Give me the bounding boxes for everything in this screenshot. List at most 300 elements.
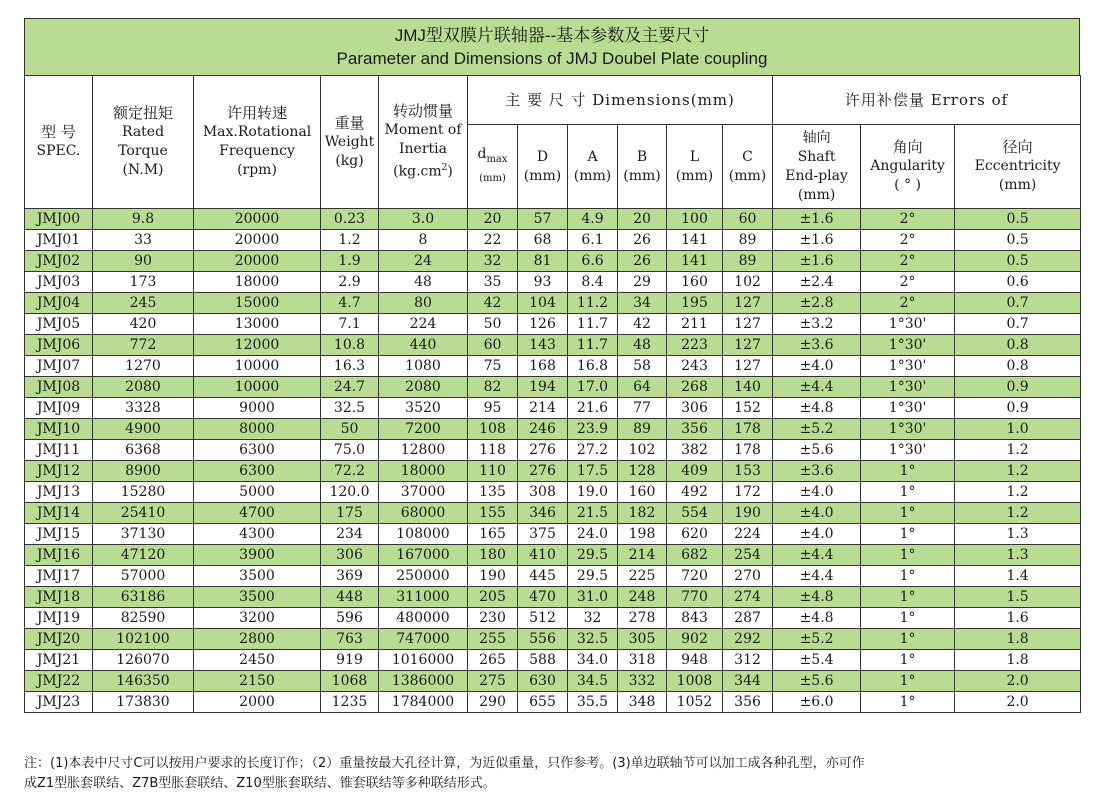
- table-cell: 1°: [861, 482, 955, 503]
- table-cell: 1°30': [861, 314, 955, 335]
- table-cell: ±3.6: [773, 335, 861, 356]
- table-cell: 155: [468, 503, 518, 524]
- table-cell: JMJ01: [25, 230, 93, 251]
- table-cell: ±4.8: [773, 587, 861, 608]
- table-cell: 127: [723, 314, 773, 335]
- table-cell: JMJ22: [25, 671, 93, 692]
- table-cell: 2450: [194, 650, 321, 671]
- table-cell: 470: [518, 587, 568, 608]
- table-cell: ±1.6: [773, 209, 861, 230]
- table-cell: 1°30': [861, 440, 955, 461]
- table-cell: ±2.8: [773, 293, 861, 314]
- table-row: [25, 377, 1081, 398]
- table-cell: 20: [468, 209, 518, 230]
- table-cell: 270: [723, 566, 773, 587]
- note-line: 成Z1型胀套联结、Z7B型胀套联结、Z10型胀套联结、锥套联结等多种联结形式。: [24, 776, 496, 791]
- table-cell: ±3.6: [773, 461, 861, 482]
- table-cell: 1°: [861, 650, 955, 671]
- header-errors: 许用补偿量 Errors of: [773, 76, 1081, 125]
- table-cell: 0.5: [955, 251, 1081, 272]
- table-row: [25, 503, 1081, 524]
- table-cell: 11.7: [568, 314, 618, 335]
- table-cell: 214: [518, 398, 568, 419]
- table-cell: 34.5: [568, 671, 618, 692]
- table-cell: 195: [667, 293, 723, 314]
- table-row: [25, 692, 1081, 713]
- table-cell: 3900: [194, 545, 321, 566]
- table-cell: 772: [93, 335, 194, 356]
- table-cell: 48: [618, 335, 667, 356]
- table-cell: JMJ18: [25, 587, 93, 608]
- table-cell: 1068: [321, 671, 379, 692]
- table-cell: 1°: [861, 503, 955, 524]
- table-cell: 211: [667, 314, 723, 335]
- table-cell: 33: [93, 230, 194, 251]
- table-cell: 2.0: [955, 671, 1081, 692]
- note-line: 注：(1)本表中尺寸C可以按用户要求的长度订作；（2）重量按最大孔径计算，为近似重量，只作参考。(3)单边联轴节可以加工成各种孔型，亦可作: [24, 756, 865, 771]
- table-cell: 127: [723, 335, 773, 356]
- table-cell: 445: [518, 566, 568, 587]
- table-cell: 10000: [194, 356, 321, 377]
- header-A: A (mm): [568, 125, 618, 209]
- table-cell: 1°: [861, 629, 955, 650]
- table-cell: 11.2: [568, 293, 618, 314]
- table-cell: 276: [518, 440, 568, 461]
- table-cell: 16.8: [568, 356, 618, 377]
- table-cell: JMJ05: [25, 314, 93, 335]
- table-cell: JMJ21: [25, 650, 93, 671]
- table-cell: 287: [723, 608, 773, 629]
- table-cell: 234: [321, 524, 379, 545]
- title-banner: [24, 18, 1080, 75]
- table-cell: 8900: [93, 461, 194, 482]
- header-torque: 额定扭矩 Rated Torque (N.M): [93, 76, 194, 209]
- table-cell: 42: [618, 314, 667, 335]
- table-cell: 127: [723, 293, 773, 314]
- table-cell: 346: [518, 503, 568, 524]
- table-cell: 18000: [194, 272, 321, 293]
- table-cell: 35.5: [568, 692, 618, 713]
- table-cell: 20000: [194, 230, 321, 251]
- table-cell: ±5.4: [773, 650, 861, 671]
- table-cell: 89: [618, 419, 667, 440]
- table-cell: 22: [468, 230, 518, 251]
- table-cell: 152: [723, 398, 773, 419]
- table-cell: 167000: [379, 545, 468, 566]
- table-cell: 512: [518, 608, 568, 629]
- table-cell: 1°: [861, 692, 955, 713]
- table-cell: 12800: [379, 440, 468, 461]
- table-cell: 1°: [861, 545, 955, 566]
- table-cell: 2°: [861, 293, 955, 314]
- table-cell: 141: [667, 230, 723, 251]
- table-cell: 26: [618, 230, 667, 251]
- table-cell: 10.8: [321, 335, 379, 356]
- table-cell: 8: [379, 230, 468, 251]
- table-row: [25, 314, 1081, 335]
- header-spec: 型 号 SPEC.: [25, 76, 93, 209]
- table-cell: 1.5: [955, 587, 1081, 608]
- table-cell: ±4.4: [773, 566, 861, 587]
- table-cell: ±4.4: [773, 377, 861, 398]
- table-cell: 369: [321, 566, 379, 587]
- table-cell: JMJ08: [25, 377, 93, 398]
- table-cell: 42: [468, 293, 518, 314]
- table-body: [25, 209, 1081, 713]
- table-row: [25, 251, 1081, 272]
- table-cell: 153: [723, 461, 773, 482]
- table-cell: 6.6: [568, 251, 618, 272]
- table-cell: 1°: [861, 671, 955, 692]
- table-cell: 57000: [93, 566, 194, 587]
- table-cell: 102: [723, 272, 773, 293]
- table-row: [25, 671, 1081, 692]
- table-row: [25, 545, 1081, 566]
- table-cell: 318: [618, 650, 667, 671]
- table-cell: 2080: [93, 377, 194, 398]
- table-cell: 448: [321, 587, 379, 608]
- table-cell: 12000: [194, 335, 321, 356]
- table-cell: 190: [723, 503, 773, 524]
- parameter-table: [24, 75, 1081, 713]
- table-cell: 2080: [379, 377, 468, 398]
- table-cell: 24.0: [568, 524, 618, 545]
- table-cell: 245: [93, 293, 194, 314]
- table-cell: JMJ07: [25, 356, 93, 377]
- table-cell: 47120: [93, 545, 194, 566]
- table-cell: 37000: [379, 482, 468, 503]
- table-cell: 168: [518, 356, 568, 377]
- table-cell: 23.9: [568, 419, 618, 440]
- table-cell: ±4.8: [773, 608, 861, 629]
- table-cell: 25410: [93, 503, 194, 524]
- table-cell: 630: [518, 671, 568, 692]
- table-cell: 655: [518, 692, 568, 713]
- table-cell: 29.5: [568, 545, 618, 566]
- header-dimensions: 主 要 尺 寸 Dimensions(mm): [468, 76, 773, 125]
- table-cell: JMJ23: [25, 692, 93, 713]
- table-cell: 127: [723, 356, 773, 377]
- table-cell: 1.4: [955, 566, 1081, 587]
- table-cell: 26: [618, 251, 667, 272]
- table-cell: 1.2: [955, 440, 1081, 461]
- table-cell: 1°: [861, 587, 955, 608]
- table-cell: JMJ11: [25, 440, 93, 461]
- table-cell: 556: [518, 629, 568, 650]
- table-cell: 10000: [194, 377, 321, 398]
- table-cell: 190: [468, 566, 518, 587]
- table-cell: 90: [93, 251, 194, 272]
- table-cell: 63186: [93, 587, 194, 608]
- table-cell: 1°: [861, 566, 955, 587]
- table-cell: 82: [468, 377, 518, 398]
- header-angular: 角向 Angularity ( ° ): [861, 125, 955, 209]
- table-cell: 1.2: [955, 461, 1081, 482]
- table-cell: 1080: [379, 356, 468, 377]
- table-row: [25, 482, 1081, 503]
- table-cell: 770: [667, 587, 723, 608]
- table-row: [25, 356, 1081, 377]
- title-english: Parameter and Dimensions of JMJ Doubel Plate coupling: [336, 49, 768, 68]
- table-cell: 89: [723, 251, 773, 272]
- table-cell: 0.9: [955, 398, 1081, 419]
- table-cell: 15280: [93, 482, 194, 503]
- table-row: [25, 293, 1081, 314]
- table-cell: 224: [723, 524, 773, 545]
- table-cell: 35: [468, 272, 518, 293]
- table-cell: 50: [321, 419, 379, 440]
- table-cell: 375: [518, 524, 568, 545]
- table-cell: 225: [618, 566, 667, 587]
- table-cell: 276: [518, 461, 568, 482]
- table-cell: 1.2: [321, 230, 379, 251]
- table-cell: 80: [379, 293, 468, 314]
- table-cell: 596: [321, 608, 379, 629]
- table-cell: 747000: [379, 629, 468, 650]
- table-cell: 3.0: [379, 209, 468, 230]
- table-cell: 182: [618, 503, 667, 524]
- table-cell: 6300: [194, 440, 321, 461]
- table-cell: 250000: [379, 566, 468, 587]
- table-cell: 160: [618, 482, 667, 503]
- table-cell: 311000: [379, 587, 468, 608]
- table-cell: 248: [618, 587, 667, 608]
- table-row: [25, 230, 1081, 251]
- table-cell: 102: [618, 440, 667, 461]
- table-cell: 1.2: [955, 503, 1081, 524]
- table-cell: 6.1: [568, 230, 618, 251]
- header-axial: 轴向 Shaft End-play (mm): [773, 125, 861, 209]
- table-cell: 243: [667, 356, 723, 377]
- table-cell: 180: [468, 545, 518, 566]
- table-cell: ±5.6: [773, 671, 861, 692]
- table-cell: JMJ00: [25, 209, 93, 230]
- table-cell: 31.0: [568, 587, 618, 608]
- header-dmax: $d_{max}$ (mm): [468, 125, 518, 209]
- table-cell: ±1.6: [773, 251, 861, 272]
- table-row: [25, 650, 1081, 671]
- table-cell: JMJ15: [25, 524, 93, 545]
- table-cell: 0.9: [955, 377, 1081, 398]
- table-cell: 1008: [667, 671, 723, 692]
- table-cell: 480000: [379, 608, 468, 629]
- table-cell: 68000: [379, 503, 468, 524]
- table-cell: 165: [468, 524, 518, 545]
- table-cell: 32.5: [321, 398, 379, 419]
- table-cell: 254: [723, 545, 773, 566]
- table-cell: 1°: [861, 524, 955, 545]
- table-cell: 2.0: [955, 692, 1081, 713]
- table-cell: 9000: [194, 398, 321, 419]
- table-cell: 1016000: [379, 650, 468, 671]
- table-cell: 1.3: [955, 524, 1081, 545]
- table-cell: 5000: [194, 482, 321, 503]
- table-cell: 2000: [194, 692, 321, 713]
- table-cell: 0.7: [955, 293, 1081, 314]
- table-cell: 265: [468, 650, 518, 671]
- table-cell: 102100: [93, 629, 194, 650]
- table-cell: 32: [568, 608, 618, 629]
- table-cell: 305: [618, 629, 667, 650]
- table-cell: ±5.2: [773, 419, 861, 440]
- table-cell: 34.0: [568, 650, 618, 671]
- table-cell: JMJ03: [25, 272, 93, 293]
- table-cell: ±4.0: [773, 482, 861, 503]
- table-row: [25, 524, 1081, 545]
- header-C: C (mm): [723, 125, 773, 209]
- table-cell: 1052: [667, 692, 723, 713]
- table-cell: 11.7: [568, 335, 618, 356]
- table-cell: 275: [468, 671, 518, 692]
- table-cell: 1°30': [861, 398, 955, 419]
- table-cell: 172: [723, 482, 773, 503]
- table-cell: JMJ06: [25, 335, 93, 356]
- table-cell: 2150: [194, 671, 321, 692]
- table-cell: 224: [379, 314, 468, 335]
- table-cell: 290: [468, 692, 518, 713]
- table-cell: 173: [93, 272, 194, 293]
- table-cell: 24: [379, 251, 468, 272]
- table-cell: 1.0: [955, 419, 1081, 440]
- table-cell: 1784000: [379, 692, 468, 713]
- table-cell: 1°30': [861, 335, 955, 356]
- table-cell: 6368: [93, 440, 194, 461]
- table-cell: 58: [618, 356, 667, 377]
- table-cell: ±4.8: [773, 398, 861, 419]
- table-cell: 21.6: [568, 398, 618, 419]
- table-cell: JMJ10: [25, 419, 93, 440]
- table-cell: 50: [468, 314, 518, 335]
- table-cell: 32.5: [568, 629, 618, 650]
- table-cell: 146350: [93, 671, 194, 692]
- table-cell: 4900: [93, 419, 194, 440]
- table-cell: ±4.0: [773, 356, 861, 377]
- table-cell: 198: [618, 524, 667, 545]
- table-cell: JMJ13: [25, 482, 93, 503]
- table-row: [25, 587, 1081, 608]
- table-row: [25, 608, 1081, 629]
- table-cell: 492: [667, 482, 723, 503]
- table-cell: 420: [93, 314, 194, 335]
- table-cell: 15000: [194, 293, 321, 314]
- table-cell: 140: [723, 377, 773, 398]
- table-cell: 135: [468, 482, 518, 503]
- table-cell: 178: [723, 440, 773, 461]
- table-cell: 214: [618, 545, 667, 566]
- table-cell: 77: [618, 398, 667, 419]
- table-cell: 19.0: [568, 482, 618, 503]
- table-cell: 118: [468, 440, 518, 461]
- table-cell: 440: [379, 335, 468, 356]
- table-cell: 3520: [379, 398, 468, 419]
- table-cell: JMJ09: [25, 398, 93, 419]
- header-B: B (mm): [618, 125, 667, 209]
- table-cell: 13000: [194, 314, 321, 335]
- footnotes: [24, 754, 1084, 794]
- table-cell: 902: [667, 629, 723, 650]
- table-cell: 17.0: [568, 377, 618, 398]
- table-cell: 126070: [93, 650, 194, 671]
- table-cell: JMJ16: [25, 545, 93, 566]
- table-cell: 0.5: [955, 209, 1081, 230]
- table-cell: 75.0: [321, 440, 379, 461]
- table-cell: 20: [618, 209, 667, 230]
- header-speed: 许用转速 Max.Rotational Frequency (rpm): [194, 76, 321, 209]
- table-cell: 255: [468, 629, 518, 650]
- table-cell: 3500: [194, 566, 321, 587]
- table-cell: 141: [667, 251, 723, 272]
- header-weight: 重量 Weight (kg): [321, 76, 379, 209]
- table-cell: JMJ19: [25, 608, 93, 629]
- table-cell: 68: [518, 230, 568, 251]
- table-cell: 126: [518, 314, 568, 335]
- table-cell: 82590: [93, 608, 194, 629]
- table-cell: 100: [667, 209, 723, 230]
- table-cell: 173830: [93, 692, 194, 713]
- table-row: [25, 629, 1081, 650]
- table-cell: 1270: [93, 356, 194, 377]
- table-cell: 0.23: [321, 209, 379, 230]
- title-chinese: JMJ型双膜片联轴器--基本参数及主要尺寸: [394, 26, 710, 45]
- table-cell: 1°30': [861, 377, 955, 398]
- table-cell: 2°: [861, 209, 955, 230]
- table-cell: 0.8: [955, 356, 1081, 377]
- table-cell: 60: [723, 209, 773, 230]
- table-cell: 1.9: [321, 251, 379, 272]
- table-cell: 344: [723, 671, 773, 692]
- table-cell: 48: [379, 272, 468, 293]
- header-D: D (mm): [518, 125, 568, 209]
- table-cell: 3500: [194, 587, 321, 608]
- table-cell: 4700: [194, 503, 321, 524]
- table-cell: JMJ20: [25, 629, 93, 650]
- table-cell: 2800: [194, 629, 321, 650]
- table-cell: 1.8: [955, 650, 1081, 671]
- table-cell: 1235: [321, 692, 379, 713]
- table-cell: 1.2: [955, 482, 1081, 503]
- table-cell: 356: [667, 419, 723, 440]
- table-cell: 3328: [93, 398, 194, 419]
- table-cell: 620: [667, 524, 723, 545]
- table-cell: 93: [518, 272, 568, 293]
- table-cell: 348: [618, 692, 667, 713]
- table-cell: 20000: [194, 209, 321, 230]
- table-cell: 64: [618, 377, 667, 398]
- table-cell: 32: [468, 251, 518, 272]
- table-cell: 278: [618, 608, 667, 629]
- table-cell: 18000: [379, 461, 468, 482]
- table-cell: ±3.2: [773, 314, 861, 335]
- table-cell: 312: [723, 650, 773, 671]
- table-cell: 34: [618, 293, 667, 314]
- table-cell: ±5.2: [773, 629, 861, 650]
- table-cell: 7.1: [321, 314, 379, 335]
- table-cell: 120.0: [321, 482, 379, 503]
- table-cell: 554: [667, 503, 723, 524]
- header-L: L (mm): [667, 125, 723, 209]
- table-cell: 89: [723, 230, 773, 251]
- table-cell: 1°30': [861, 356, 955, 377]
- table-cell: ±6.0: [773, 692, 861, 713]
- table-cell: 0.5: [955, 230, 1081, 251]
- table-cell: 2.9: [321, 272, 379, 293]
- table-cell: 1.6: [955, 608, 1081, 629]
- table-cell: 0.6: [955, 272, 1081, 293]
- table-cell: 292: [723, 629, 773, 650]
- table-cell: 682: [667, 545, 723, 566]
- header-inertia: 转动惯量 Moment of Inertia $(kg.cm^2)$: [379, 76, 468, 209]
- table-cell: 57: [518, 209, 568, 230]
